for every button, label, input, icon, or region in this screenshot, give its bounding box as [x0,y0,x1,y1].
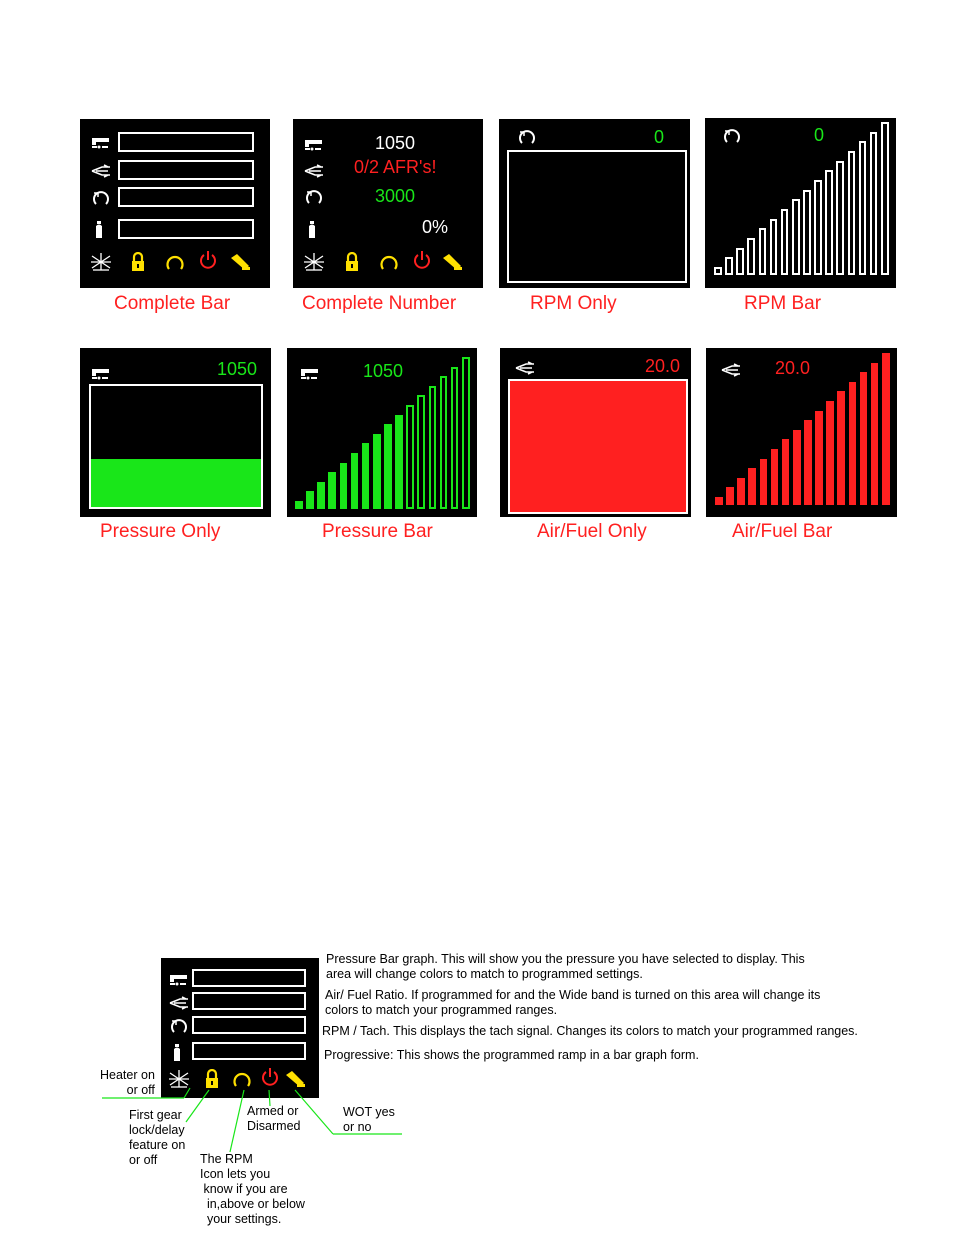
caption-air-fuel-only: Air/Fuel Only [537,521,647,542]
callout-armed: Armed or Disarmed [247,1104,301,1133]
caption-pressure-only: Pressure Only [100,521,221,542]
callout-rpm-icon: The RPM Icon lets you know if you are in,above or below your settings. [200,1152,305,1226]
rpm-value: 0 [814,125,825,145]
caption-complete-bar: Complete Bar [114,293,231,314]
caption-pressure-bar: Pressure Bar [322,521,433,542]
caption-rpm-only: RPM Only [530,293,617,314]
desc-pressure: Pressure Bar graph. This will show you the pressure you have selected to display. This area will change colors to match to programmed settings. [326,952,805,981]
rpm-value: 3000 [375,186,416,206]
caption-air-fuel-bar: Air/Fuel Bar [732,521,833,542]
callout-wot: WOT yes or no [343,1105,395,1134]
desc-afr: Air/ Fuel Ratio. If programmed for and the Wide band is turned on this area will change its colors to match your programmed ranges. [325,988,821,1017]
desc-rpm: RPM / Tach. This displays the tach signal. Changes its colors to match your programmed ranges. [322,1024,858,1038]
desc-progressive: Progressive: This shows the programmed ramp in a bar graph form. [324,1048,699,1062]
pressure-value: 1050 [363,361,404,381]
caption-complete-number: Complete Number [302,293,457,314]
progressive-value: 0% [422,217,449,237]
pressure-value: 1050 [217,359,258,379]
rpm-value: 0 [654,127,665,147]
pressure-value: 1050 [375,133,416,153]
afr-value: 20.0 [645,356,681,376]
callout-heater: Heater on or off [100,1068,155,1097]
afr-value: 0/2 AFR's! [354,157,437,177]
afr-value: 20.0 [775,358,811,378]
callout-first-gear: First gear lock/delay feature on or off [129,1108,186,1167]
caption-rpm-bar: RPM Bar [744,293,822,314]
